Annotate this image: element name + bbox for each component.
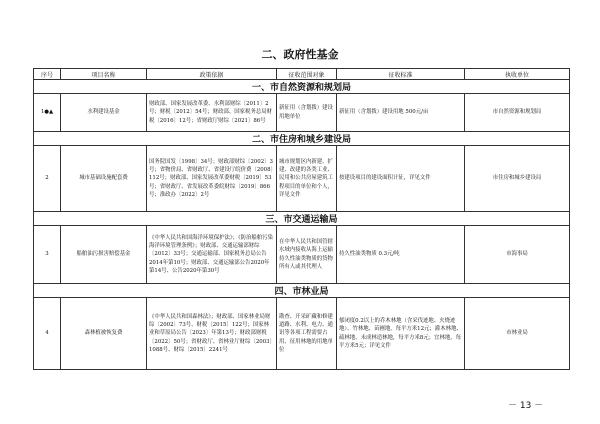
cell-standard: 新征用（含划拨）建设用地 500元/亩 [337,94,465,132]
section-heading-text: 四、市林业局 [34,284,570,298]
cell-name: 水利建设基金 [61,94,147,132]
table-row [34,298,570,370]
cell-no: 3 [34,226,61,284]
header-name: 项目名称 [61,69,147,80]
table-row [34,146,570,212]
cell-standard: 按建设项目的建设面积计征，详见文件 [337,146,465,212]
section-heading-text: 三、市交通运输局 [34,212,570,226]
section-heading [34,284,570,298]
cell-no: 2 [34,146,61,212]
cell-collector: 市海事局 [465,226,570,284]
cell-basis: 国务院国发〔1998〕34号；财政部财综〔2002〕3号；省物价局、省财政厅、省建设厅皖价费〔2008〕112号；财政部、国家发展改革委财税〔2019〕53号；省财政厅、省发展改革委皖财综〔2019〕866号；淮政办〔2022〕2号 [147,146,277,212]
header-standard: 征收标准 [337,69,465,80]
cell-name: 城市基础设施配套费 [61,146,147,212]
header-collector: 执收单位 [465,69,570,80]
fund-table [33,68,570,370]
cell-collector: 市住房和城乡建设局 [465,146,570,212]
cell-no: 4 [34,298,61,370]
cell-scope: 新征用（含划拨）建设用地单位 [277,94,337,132]
cell-basis: 《中华人民共和国森林法》；财政部、国家林业局财综〔2002〕73号、财税〔2015〕122号；国家林业和草原局公告〔2023〕年第13号；财政部财税〔2022〕50号；省财政厅、省林业厅财综〔2003〕1088号、财综〔2015〕2241号 [147,298,277,370]
section-heading [34,212,570,226]
cell-scope: 勘查、开采矿藏和修建道路、水利、电力、通讯等各项工程需要占用、征用林地的用地单位 [277,298,337,370]
section-heading [34,80,570,94]
cell-name: 森林植被恢复费 [61,298,147,370]
cell-scope: 在中华人民共和国管辖水域内接收从海上运输持久性油类物质的货物所有人或其代理人 [277,226,337,284]
cell-scope: 城市规划区内新建、扩建、改建的各类工业、民用和公共房屋建筑工程项目的单位和个人，详见文件 [277,146,337,212]
section-heading-text: 一、市自然资源和规划局 [34,80,570,94]
header-no: 序号 [34,69,61,80]
header-scope: 征收范围对象 [277,69,337,80]
header-row [34,69,570,80]
cell-standard: 持久性油类物质 0.3元/吨 [337,226,465,284]
cell-standard: 郁闭度0.2以上的乔木林地（含采伐迹地、火烧迹地）、竹林地、苗圃地，每平方米12元；灌木林地、疏林地、未成林造林地，每平方米8元；宜林地，每平方米5元；详见文件 [337,298,465,370]
cell-basis: 财政部、国家发展改革委、水利部财综〔2011〕2号；财税〔2012〕54号；财政部、国家税务总局财税〔2016〕12号；省财政厅财综〔2021〕86号 [147,94,277,132]
section-heading [34,132,570,146]
cell-collector: 市自然资源和规划局 [465,94,570,132]
cell-no: 1●▲ [34,94,61,132]
header-basis: 政策依据 [147,69,277,80]
cell-basis: 《中华人民共和国海洋环境保护法》；《防治船舶污染海洋环境管理条例》；财政部、交通运输部财综〔2012〕33号；交通运输部、国家税务总局公告2014年第10号；财政部、交通运输部公告2020年第14号、公告2020年第30号 [147,226,277,284]
cell-collector: 市林业局 [465,298,570,370]
page-number: － 13 － [508,401,544,411]
table-row [34,94,570,132]
section-heading-text: 二、市住房和城乡建设局 [34,132,570,146]
table-row [34,226,570,284]
cell-name: 船舶油污损害赔偿基金 [61,226,147,284]
page-title: 二、政府性基金 [261,48,339,61]
